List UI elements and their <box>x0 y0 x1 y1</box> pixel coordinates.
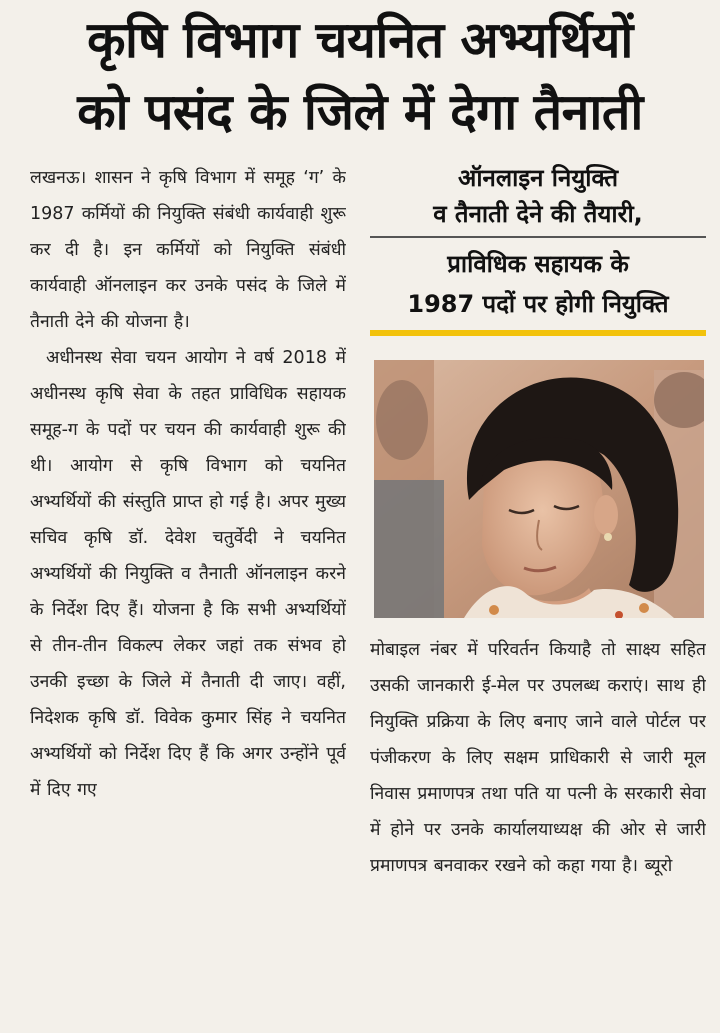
subheadline-box <box>370 160 706 336</box>
headline <box>0 4 720 148</box>
headline-line-1: कृषि विभाग चयनित अभ्यर्थियों <box>87 11 633 69</box>
article-column-right <box>370 632 706 1030</box>
article-paragraph-3: मोबाइल नंबर में परिवर्तन कियाहै तो साक्ष्य सहित उसकी जानकारी ई-मेल पर उपलब्ध कराएं। साथ ही नियुक्ति प्रक्रिया के लिए बनाए जाने वाले पोर्टल पर पंजीकरण के लिए सक्षम प्राधिकारी से जारी मूल निवास प्रमाणपत्र तथा पति या पत्नी के सरकारी सेवा में होने पर उनके कार्यालयाध्यक्ष की ओर से जारी प्रमाणपत्र बनवाकर रखने को कहा गया है। ब्यूरो <box>370 640 706 876</box>
subheadline-line-2b: 1987 पदों पर होगी नियुक्ति <box>407 290 669 318</box>
article-paragraph-1: लखनऊ। शासन ने कृषि विभाग में समूह ‘ग’ के 1987 कर्मियों की नियुक्ति संबंधी कार्यवाही शुरू कर दी है। इन कर्मियों को नियुक्ति संबंधी कार्यवाही ऑनलाइन कर उनके पसंद के जिले में तैनाती देने की योजना है। <box>30 168 346 332</box>
subheadline-divider <box>370 236 706 238</box>
subheadline-line-1a: ऑनलाइन नियुक्ति <box>457 164 619 192</box>
subheadline-line-1b: व तैनाती देने की तैयारी, <box>433 200 643 228</box>
article-column-left <box>30 160 346 1030</box>
subheadline-line-2a: प्राविधिक सहायक के <box>447 250 629 278</box>
news-photo <box>374 360 704 618</box>
subheadline-accent-bar <box>370 330 706 336</box>
article-paragraph-2: अधीनस्थ सेवा चयन आयोग ने वर्ष 2018 में अधीनस्थ कृषि सेवा के तहत प्राविधिक सहायक समूह-ग के पदों पर चयन की कार्यवाही शुरू की थी। आयोग से कृषि विभाग को चयनित अभ्यर्थियों की संस्तुति प्राप्त हो गई है। अपर मुख्य सचिव कृषि डॉ. देवेश चतुर्वेदी ने चयनित अभ्यर्थियों की नियुक्ति व तैनाती ऑनलाइन करने के निर्देश दिए हैं। योजना है कि सभी अभ्यर्थियों से तीन-तीन विकल्प लेकर जहां तक संभव हो उनकी इच्छा के जिले में तैनाती दी जाए। वहीं, निदेशक कृषि डॉ. विवेक कुमार सिंह ने चयनित अभ्यर्थियों को निर्देश दिए हैं कि अगर उन्होंने पूर्व में दिए गए <box>30 348 346 800</box>
headline-line-2: को पसंद के जिले में देगा तैनाती <box>77 83 643 141</box>
photo-illustration <box>374 360 704 618</box>
